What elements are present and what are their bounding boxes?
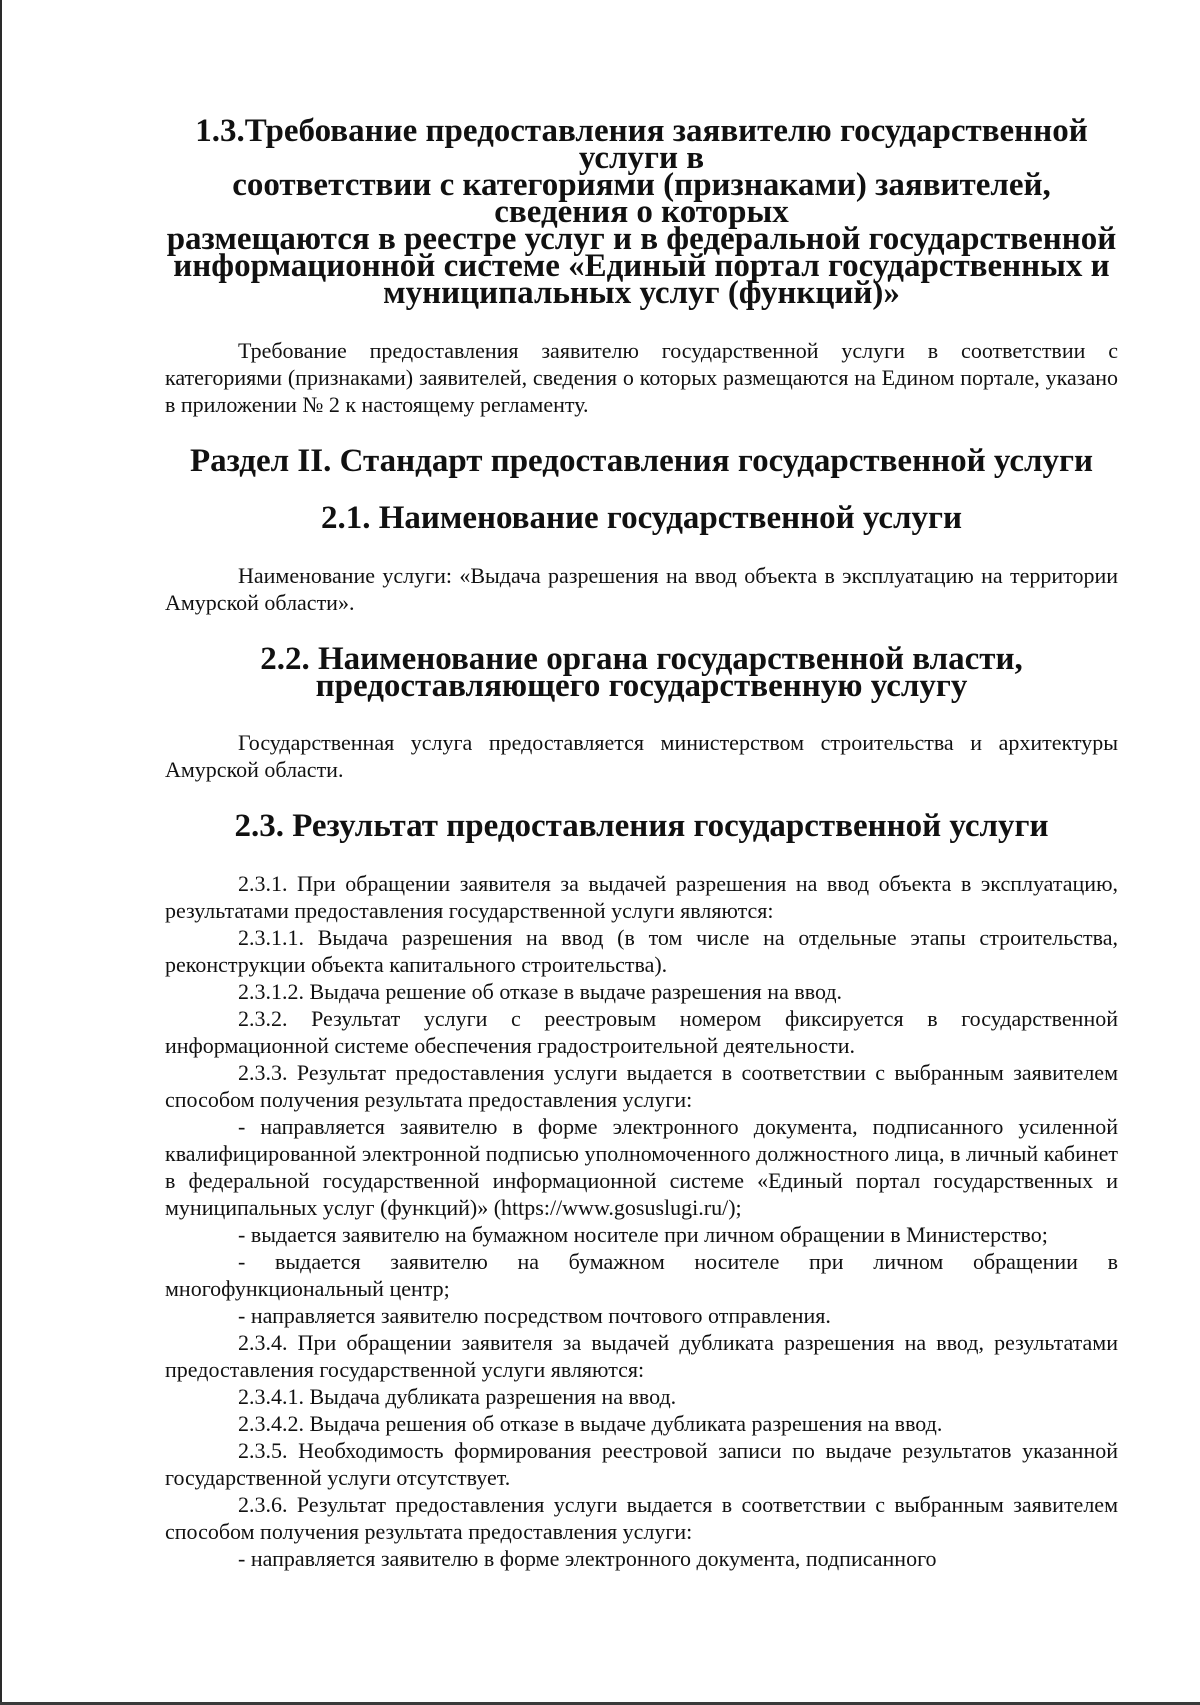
bullet-postal: - направляется заявителю посредством почтового отправления. [238, 1303, 831, 1328]
heading-2-3: 2.3. Результат предоставления государственной услуги [234, 808, 1049, 844]
item-2-3-1: 2.3.1. При обращении заявителя за выдачей разрешения на ввод объекта в эксплуатацию, результатами предоставления государственной услуги являются: [165, 871, 1118, 923]
heading-section-2: Раздел II. Стандарт предоставления государственной услуги [189, 443, 1094, 479]
heading-2-2-line: предоставляющего государственную услугу [315, 668, 968, 704]
item-2-3-5: 2.3.5. Необходимость формирования реестровой записи по выдаче результатов указанной государственной услуги отсутствует. [165, 1438, 1118, 1490]
paragraph-2-2: Государственная услуга предоставляется министерством строительства и архитектуры Амурской области. [165, 730, 1118, 782]
item-2-3-4-2: 2.3.4.2. Выдача решения об отказе в выдаче дубликата разрешения на ввод. [238, 1411, 943, 1436]
bullet-electronic-document-2: - направляется заявителю в форме электронного документа, подписанного [238, 1546, 937, 1571]
bullet-paper-ministry: - выдается заявителю на бумажном носителе при личном обращении в Министерство; [238, 1222, 1048, 1247]
item-2-3-1-1: 2.3.1.1. Выдача разрешения на ввод (в том числе на отдельные этапы строительства, реконструкции объекта капитального строительства). [165, 925, 1118, 977]
item-2-3-1-2: 2.3.1.2. Выдача решение об отказе в выдаче разрешения на ввод. [238, 979, 843, 1004]
heading-1-3-line: размещаются в реестре услуг и в федеральной государственной [166, 221, 1117, 257]
item-2-3-3: 2.3.3. Результат предоставления услуги выдается в соответствии с выбранным заявителем способом получения результата предоставления услуги: [165, 1060, 1118, 1112]
heading-1-3-line: соответствии с категориями (признаками) заявителей, сведения о которых [232, 167, 1051, 230]
item-2-3-4: 2.3.4. При обращении заявителя за выдачей дубликата разрешения на ввод, результатами предоставления государственной услуги являются: [165, 1330, 1118, 1382]
item-2-3-4-1: 2.3.4.1. Выдача дубликата разрешения на ввод. [238, 1384, 677, 1409]
heading-2-2 [165, 641, 1118, 704]
heading-1-3-line: информационной системе «Единый портал государственных и [173, 248, 1110, 284]
document-page [165, 113, 1118, 1572]
heading-2-2-line: 2.2. Наименование органа государственной власти, [260, 641, 1023, 677]
heading-1-3-line: муниципальных услуг (функций)» [383, 275, 900, 311]
bullet-paper-mfc: - выдается заявителю на бумажном носителе при личном обращении в многофункциональный центр; [165, 1249, 1118, 1301]
paragraph-1-3: Требование предоставления заявителю государственной услуги в соответствии с категориями (признаками) заявителей, сведения о которых размещаются на Едином портале, указано в приложении № 2 к настоящему регламенту. [165, 338, 1118, 417]
item-2-3-6: 2.3.6. Результат предоставления услуги выдается в соответствии с выбранным заявителем способом получения результата предоставления услуги: [165, 1492, 1118, 1544]
heading-1-3-line: 1.3.Требование предоставления заявителю государственной услуги в [195, 113, 1088, 176]
heading-2-1: 2.1. Наименование государственной услуги [320, 500, 963, 536]
paragraph-2-1: Наименование услуги: «Выдача разрешения на ввод объекта в эксплуатацию на территории Амурской области». [165, 563, 1118, 615]
item-2-3-2: 2.3.2. Результат услуги с реестровым номером фиксируется в государственной информационной системе обеспечения градостроительной деятельности. [165, 1006, 1118, 1058]
scan-edge-left [0, 0, 2, 1705]
heading-1-3 [165, 113, 1118, 311]
bullet-electronic-document: - направляется заявителю в форме электронного документа, подписанного усиленной квалифицированной электронной подписью уполномоченного должностного лица, в личный кабинет в федеральной государственной информационной системе «Единый портал государственных и муниципальных услуг (функций)» (https://www.gosuslugi.ru/); [165, 1114, 1118, 1220]
